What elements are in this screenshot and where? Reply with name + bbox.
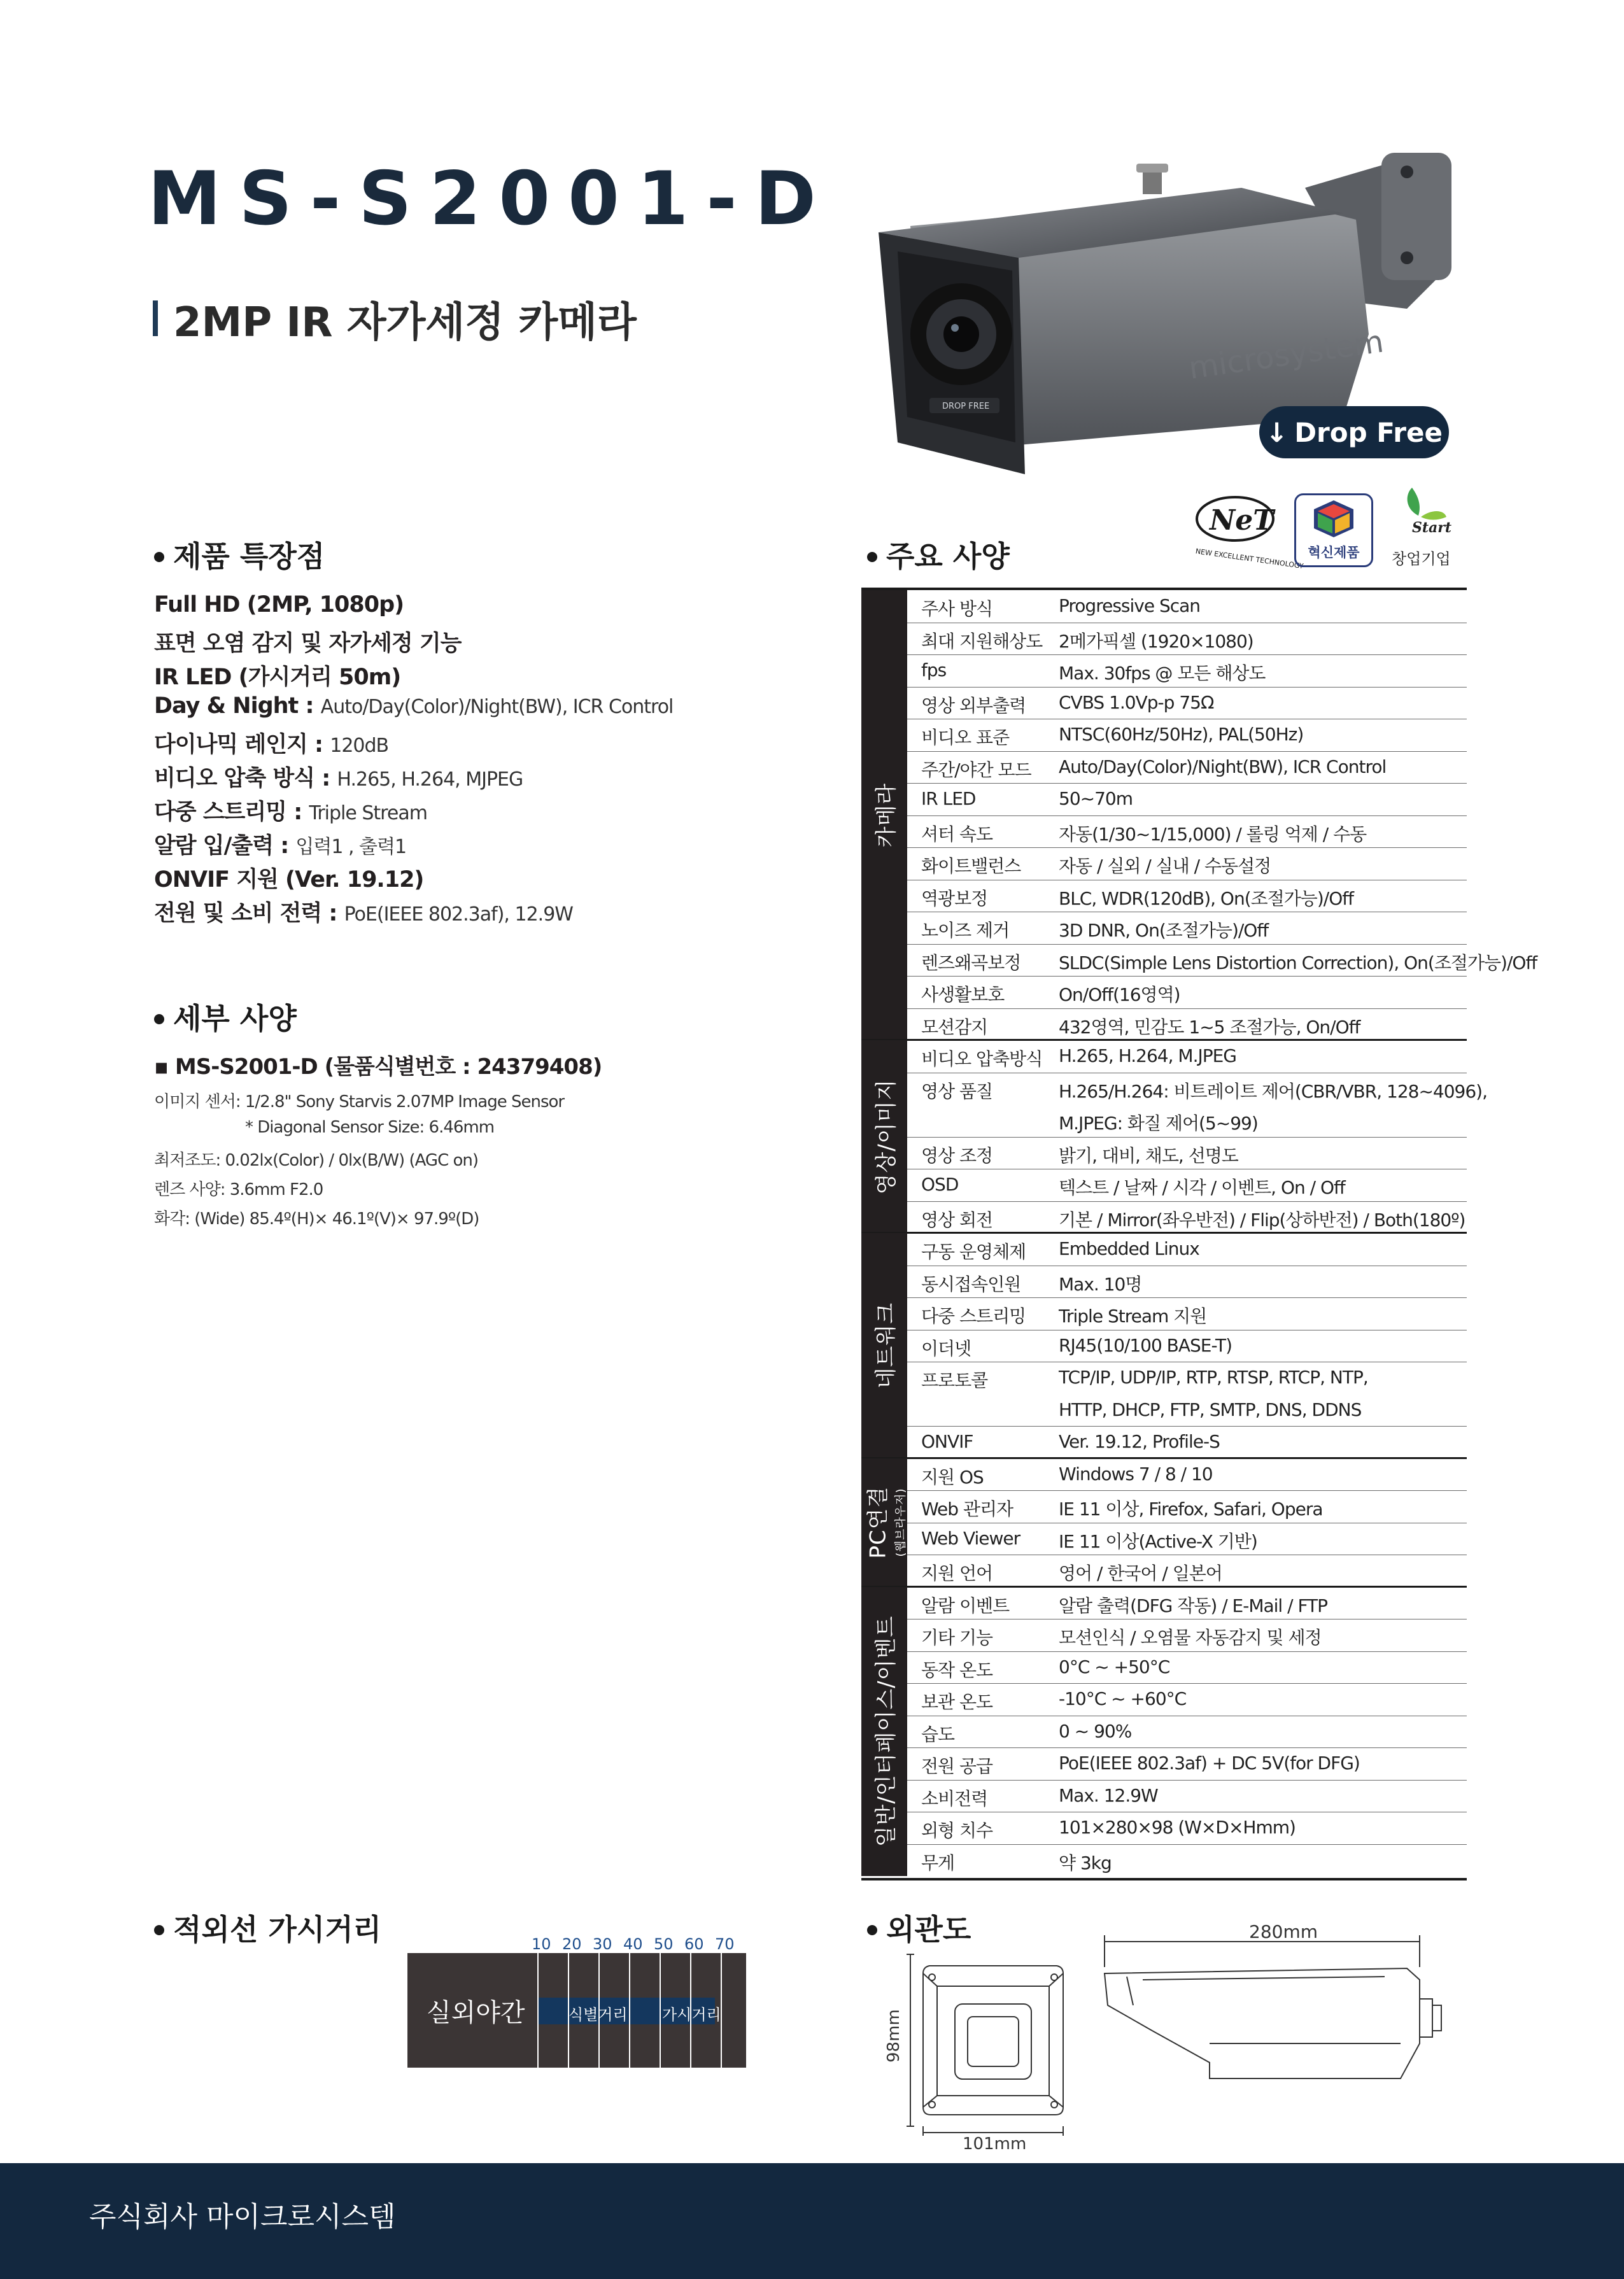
spec-key: 주사 방식 <box>921 598 993 619</box>
detail-line: * Diagonal Sensor Size: 6.46mm <box>245 1118 495 1137</box>
feature-label: Full HD (2MP, 1080p) <box>154 592 404 617</box>
spec-key: 비디오 압축방식 <box>921 1048 1043 1069</box>
spec-key: 모션감지 <box>921 1016 988 1038</box>
spec-row <box>907 976 1467 1009</box>
details-heading: 세부 사양 <box>154 996 297 1038</box>
spec-value: M.JPEG: 화질 제어(5~99) <box>1059 1113 1258 1134</box>
spec-category-name-wrap <box>861 1486 908 1559</box>
spec-value: NTSC(60Hz/50Hz), PAL(50Hz) <box>1059 724 1304 745</box>
spec-row <box>907 1555 1467 1588</box>
spec-value: 432영역, 민감도 1~5 조절가능, On/Off <box>1059 1016 1360 1038</box>
spec-row <box>907 1233 1467 1266</box>
feature-item <box>154 828 406 860</box>
spec-category-label <box>861 1233 907 1458</box>
detail-line: 렌즈 사양: 3.6mm F2.0 <box>154 1180 323 1199</box>
feature-item <box>154 727 388 759</box>
spec-value: 자동 / 실외 / 실내 / 수동설정 <box>1059 856 1271 877</box>
feature-value: 입력1 , 출력1 <box>295 836 407 858</box>
spec-category-name: 일반/인터페이스/이벤트 <box>873 1616 900 1847</box>
feature-item <box>154 693 673 719</box>
spec-row <box>907 1683 1467 1716</box>
width-dimension-label: 101mm <box>963 2134 1027 2154</box>
spec-category-name: 카메라 <box>873 782 900 848</box>
spec-value: Ver. 19.12, Profile-S <box>1059 1431 1220 1452</box>
spec-row <box>907 1426 1467 1459</box>
spec-value: 모션인식 / 오염물 자동감지 및 세정 <box>1059 1627 1322 1648</box>
spec-value: Windows 7 / 8 / 10 <box>1059 1463 1213 1485</box>
spec-row <box>907 1716 1467 1749</box>
ir-tick-label: 30 <box>593 1935 612 1953</box>
spec-category-label <box>861 590 907 1040</box>
startup-logo-text: Start <box>1412 519 1452 536</box>
spec-key: Web Viewer <box>921 1527 1020 1549</box>
feature-value: 120dB <box>330 735 389 757</box>
feature-label: 전원 및 소비 전력 : <box>154 901 344 926</box>
spec-key: 셔터 속도 <box>921 823 993 845</box>
spec-row <box>907 1073 1487 1105</box>
svg-text:microsystem: microsystem <box>1186 323 1386 386</box>
spec-row <box>907 1747 1467 1781</box>
spec-key: 사생활보호 <box>921 984 1005 1005</box>
spec-value: Progressive Scan <box>1059 595 1201 616</box>
detail-line: 최저조도: 0.02lx(Color) / 0lx(B/W) (AGC on) <box>154 1151 479 1170</box>
spec-key: 다중 스트리밍 <box>921 1306 1026 1327</box>
startup-label: 창업기업 <box>1392 550 1451 568</box>
feature-item <box>154 794 427 826</box>
spec-row <box>907 1587 1467 1620</box>
spec-key: 주간/야간 모드 <box>921 759 1031 780</box>
dimension-drawing <box>853 1916 1477 2152</box>
spec-key: 렌즈왜곡보정 <box>921 952 1021 973</box>
spec-value: 약 3kg <box>1059 1852 1112 1873</box>
spec-value: PoE(IEEE 802.3af) + DC 5V(for DFG) <box>1059 1753 1360 1774</box>
feature-label: 표면 오염 감지 및 자가세정 기능 <box>154 631 462 656</box>
spec-key: 영상 품질 <box>921 1080 993 1102</box>
spec-key: Web 관리자 <box>921 1499 1013 1520</box>
spec-key: 동작 온도 <box>921 1659 993 1681</box>
spec-key: 노이즈 제거 <box>921 920 1010 941</box>
spec-value: 3D DNR, On(조절가능)/Off <box>1059 920 1269 941</box>
feature-label: Day & Night : <box>154 693 321 719</box>
feature-item <box>154 660 400 691</box>
spec-row <box>907 590 1467 623</box>
spec-row <box>907 944 1537 977</box>
spec-key: 소비전력 <box>921 1788 988 1809</box>
spec-value: SLDC(Simple Lens Distortion Correction), On(조절가능)/Off <box>1059 952 1537 973</box>
drop-free-label: Drop Free <box>1294 416 1443 448</box>
spec-row <box>907 1040 1467 1073</box>
spec-row <box>907 1297 1467 1330</box>
spec-row <box>907 1137 1467 1170</box>
spec-value: -10°C ~ +60°C <box>1059 1688 1187 1709</box>
spec-key: ONVIF <box>921 1431 973 1452</box>
feature-item <box>154 896 573 928</box>
spec-row <box>907 1812 1467 1845</box>
feature-value: Triple Stream <box>309 802 427 824</box>
depth-dimension-label: 280mm <box>1249 1921 1318 1942</box>
spec-row <box>907 1330 1467 1363</box>
svg-text:NeT: NeT <box>1210 504 1274 537</box>
spec-value: 101×280×98 (W×D×Hmm) <box>1059 1817 1296 1838</box>
spec-value: TCP/IP, UDP/IP, RTP, RTSP, RTCP, NTP, <box>1059 1367 1368 1388</box>
spec-category-name: PC연결 <box>865 1486 891 1559</box>
spec-value: 알람 출력(DFG 작동) / E-Mail / FTP <box>1059 1595 1328 1616</box>
spec-category-name: 네트워크 <box>873 1302 900 1389</box>
spec-row <box>907 847 1467 880</box>
feature-label: ONVIF 지원 (Ver. 19.12) <box>154 867 424 893</box>
spec-key: 외형 치수 <box>921 1820 993 1841</box>
spec-row <box>907 1201 1467 1234</box>
product-subtitle: 2MP IR 자가세정 카메라 <box>173 299 637 346</box>
spec-category-label <box>861 1587 907 1877</box>
features-heading: 제품 특장점 <box>154 533 325 575</box>
bullet-icon <box>154 1014 164 1024</box>
ir-row-label: 실외야간 <box>427 1998 525 2028</box>
spec-category-name: 영상/이미지 <box>873 1078 900 1195</box>
feature-label: 비디오 압축 방식 : <box>154 766 337 791</box>
bullet-icon <box>867 552 877 562</box>
feature-value: Auto/Day(Color)/Night(BW), ICR Control <box>320 696 674 718</box>
spec-row <box>907 815 1467 849</box>
ir-tick-label: 50 <box>654 1935 674 1953</box>
feature-label: 알람 입/출력 : <box>154 833 296 859</box>
spec-row <box>907 1619 1467 1652</box>
spec-key: 알람 이벤트 <box>921 1595 1010 1616</box>
spec-value: CVBS 1.0Vp-p 75Ω <box>1059 691 1214 713</box>
spec-category-label <box>861 1458 907 1587</box>
feature-item <box>154 761 523 793</box>
feature-value: PoE(IEEE 802.3af), 12.9W <box>344 903 573 926</box>
feature-label: 다이나믹 레인지 : <box>154 732 330 758</box>
ir-grid-line <box>537 1953 539 2068</box>
spec-row <box>907 623 1467 656</box>
spec-key: 습도 <box>921 1723 955 1745</box>
spec-key: 동시접속인원 <box>921 1273 1021 1295</box>
detail-line: 이미지 센서: 1/2.8" Sony Starvis 2.07MP Image Sensor <box>154 1092 565 1111</box>
spec-key: fps <box>921 660 947 681</box>
spec-value: 영어 / 한국어 / 일본어 <box>1059 1563 1222 1584</box>
spec-row <box>907 1780 1467 1813</box>
ir-tick-label: 20 <box>562 1935 582 1953</box>
spec-row <box>907 1523 1467 1556</box>
spec-key: 무게 <box>921 1852 955 1873</box>
spec-key: 기타 기능 <box>921 1627 993 1648</box>
arrow-down-icon: ↓ <box>1265 416 1289 448</box>
spec-row <box>907 1651 1467 1684</box>
spec-key: 지원 OS <box>921 1466 984 1488</box>
spec-row <box>907 654 1467 688</box>
spec-value: 0 ~ 90% <box>1059 1720 1132 1742</box>
spec-row <box>907 1844 1467 1877</box>
innovation-label: 혁신제품 <box>1308 545 1360 560</box>
spec-value: 자동(1/30~1/15,000) / 롤링 억제 / 수동 <box>1059 823 1367 845</box>
spec-row <box>907 751 1467 784</box>
ir-tick-label: 10 <box>532 1935 551 1953</box>
spec-value: BLC, WDR(120dB), On(조절가능)/Off <box>1059 887 1353 909</box>
spec-key: 보관 온도 <box>921 1691 993 1712</box>
spec-value: Max. 12.9W <box>1059 1784 1158 1806</box>
spec-value: 50~70m <box>1059 788 1133 809</box>
spec-key: OSD <box>921 1174 959 1195</box>
spec-row <box>907 1008 1467 1041</box>
spec-heading: 주요 사양 <box>867 533 1010 575</box>
spec-value: Max. 10명 <box>1059 1273 1142 1295</box>
spec-value: H.265/H.264: 비트레이트 제어(CBR/VBR, 128~4096), <box>1059 1080 1487 1102</box>
spec-value: RJ45(10/100 BASE-T) <box>1059 1334 1232 1356</box>
spec-row <box>907 880 1467 913</box>
visible-distance-label: 가시거리 <box>662 2006 721 2024</box>
spec-row <box>907 719 1467 752</box>
spec-value: 0°C ~ +50°C <box>1059 1656 1170 1677</box>
innovation-cube-icon <box>1296 495 1371 540</box>
bullet-icon <box>154 552 164 562</box>
spec-value: 밝기, 대비, 채도, 선명도 <box>1059 1145 1238 1166</box>
spec-value: Embedded Linux <box>1059 1238 1199 1259</box>
spec-value: IE 11 이상, Firefox, Safari, Opera <box>1059 1499 1323 1520</box>
ir-tick-label: 40 <box>623 1935 643 1953</box>
subtitle-accent-bar <box>153 300 158 336</box>
spec-value: 2메가픽셀 (1920×1080) <box>1059 630 1253 652</box>
feature-item <box>154 626 461 658</box>
identify-distance-label: 식별거리 <box>568 2006 628 2024</box>
feature-label: 다중 스트리밍 : <box>154 800 309 825</box>
spec-value: IE 11 이상(Active-X 기반) <box>1059 1530 1257 1552</box>
spec-key: 영상 조정 <box>921 1145 993 1166</box>
detail-line: 화각: (Wide) 85.4º(H)× 46.1º(V)× 97.9º(D) <box>154 1210 479 1229</box>
spec-value: Triple Stream 지원 <box>1059 1306 1207 1327</box>
spec-row <box>907 912 1467 945</box>
spec-key: IR LED <box>921 788 976 809</box>
feature-item <box>154 592 404 617</box>
drop-free-badge <box>1259 406 1449 458</box>
ir-grid-line <box>660 1953 661 2068</box>
footer-company: 주식회사 마이크로시스템 <box>89 2201 396 2233</box>
spec-row <box>907 1458 1467 1492</box>
innovation-product-badge <box>1294 493 1373 567</box>
spec-key: 영상 회전 <box>921 1209 993 1231</box>
bullet-icon <box>154 1925 164 1935</box>
spec-key: 최대 지원해상도 <box>921 630 1043 652</box>
spec-key: 역광보정 <box>921 887 988 909</box>
height-dimension-label: 98mm <box>884 2009 903 2063</box>
spec-value: Auto/Day(Color)/Night(BW), ICR Control <box>1059 756 1387 777</box>
ir-tick-label: 70 <box>715 1935 735 1953</box>
spec-key: 전원 공급 <box>921 1756 993 1777</box>
spec-key: 지원 언어 <box>921 1563 993 1584</box>
ir-range-heading: 적외선 가시거리 <box>154 1907 381 1949</box>
startup-logo <box>1393 484 1457 535</box>
spec-category-label <box>861 1040 907 1233</box>
spec-value: 기본 / Mirror(좌우반전) / Flip(상하반전) / Both(180º) <box>1059 1209 1465 1231</box>
spec-table <box>861 588 1537 1880</box>
spec-row <box>907 1394 1467 1427</box>
feature-value: H.265, H.264, MJPEG <box>337 768 523 791</box>
spec-row <box>907 687 1467 720</box>
spec-key: 비디오 표준 <box>921 727 1010 748</box>
spec-value: H.265, H.264, M.JPEG <box>1059 1045 1237 1066</box>
spec-key: 구동 운영체제 <box>921 1241 1026 1262</box>
net-certification-logo <box>1184 490 1304 571</box>
spec-value: On/Off(16영역) <box>1059 984 1180 1005</box>
svg-text:NEW EXCELLENT TECHNOLOGY: NEW EXCELLENT TECHNOLOGY <box>1195 547 1304 571</box>
model-title: MS-S2001-D <box>148 156 834 242</box>
spec-row <box>907 1490 1467 1523</box>
spec-row <box>907 783 1467 816</box>
spec-row <box>907 1362 1467 1394</box>
spec-row <box>907 1169 1467 1202</box>
spec-value: 텍스트 / 날짜 / 시각 / 이벤트, On / Off <box>1059 1177 1345 1198</box>
spec-key: 이더넷 <box>921 1337 971 1359</box>
feature-item <box>154 862 423 894</box>
dimensions-heading: 외관도 <box>867 1907 971 1949</box>
feature-label: IR LED (가시거리 50m) <box>154 665 401 690</box>
spec-row <box>907 1104 1467 1138</box>
ir-tick-label: 60 <box>684 1935 704 1953</box>
spec-key: 프로토콜 <box>921 1370 988 1391</box>
spec-row <box>907 1266 1467 1299</box>
svg-text:DROP FREE: DROP FREE <box>942 402 990 411</box>
spec-value: Max. 30fps @ 모든 해상도 <box>1059 663 1266 684</box>
spec-key: 화이트밸런스 <box>921 856 1021 877</box>
spec-category-sub: (웹브라우저) <box>894 1488 908 1557</box>
detail-model-line: ▪ MS-S2001-D (물품식별번호 : 24379408) <box>154 1054 602 1080</box>
spec-value: HTTP, DHCP, FTP, SMTP, DNS, DDNS <box>1059 1399 1362 1420</box>
spec-key: 영상 외부출력 <box>921 695 1026 716</box>
ir-grid-line <box>629 1953 630 2068</box>
